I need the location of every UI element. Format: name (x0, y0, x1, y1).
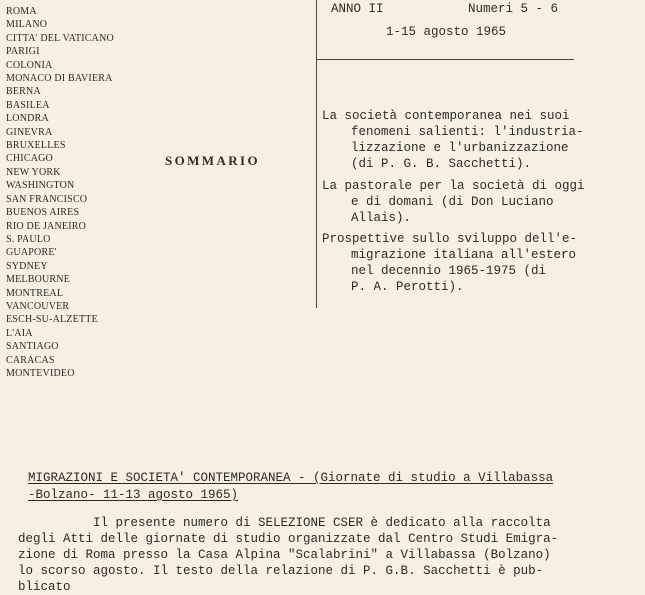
city-item: MONTEVIDEO (6, 367, 75, 379)
city-item: ROMA (6, 6, 37, 17)
toc-item (322, 108, 642, 172)
section-heading (28, 470, 638, 504)
city-item: VANCOUVER (6, 300, 70, 312)
city-item: MILANO (6, 19, 48, 31)
toc-line: Prospettive sullo sviluppo dell'e- (322, 232, 578, 246)
issue-year: ANNO II (331, 2, 384, 16)
body-line: lo scorso agosto. Il testo della relazione di P. G.B. Sacchetti è pub- (18, 564, 544, 578)
city-item: LONDRA (6, 113, 49, 125)
city-item: PARIGI (6, 46, 40, 58)
masthead-rule (316, 59, 574, 60)
column-divider (316, 0, 317, 308)
heading-title: MIGRAZIONI E SOCIETA' CONTEMPORANEA - (Giornate di studio a Villabassa (28, 471, 554, 485)
article-body (18, 515, 638, 595)
city-item: MELBOURNE (6, 274, 71, 286)
toc-line: e di domani (di Don Luciano (351, 195, 554, 209)
city-item: BRUXELLES (6, 140, 66, 152)
toc-line: migrazione italiana all'estero (351, 248, 577, 262)
heading-subtitle: -Bolzano- 11-13 agosto 1965) (28, 488, 239, 502)
city-item: GUAPORE' (6, 247, 57, 259)
city-item: SANTIAGO (6, 341, 59, 353)
toc-line: Allais). (351, 211, 412, 225)
city-item: RIO DE JANEIRO (6, 220, 87, 232)
toc-line: nel decennio 1965-1975 (di (351, 264, 547, 278)
toc-line: fenomeni salienti: l'industria- (351, 125, 584, 139)
body-line: zione di Roma presso la Casa Alpina "Scalabrini" a Villabassa (Bolzano) (18, 548, 551, 562)
table-of-contents (322, 108, 642, 301)
city-item: GINEVRA (6, 126, 53, 138)
toc-item (322, 231, 642, 295)
toc-line: lizzazione e l'urbanizzazione (351, 141, 569, 155)
issue-date: 1-15 agosto 1965 (386, 25, 507, 39)
toc-line: P. A. Perotti). (351, 280, 464, 294)
city-item: MONACO DI BAVIERA (6, 73, 113, 85)
body-line: Il presente numero di SELEZIONE CSER è dedicato alla raccolta (18, 516, 551, 530)
city-item: WASHINGTON (6, 180, 75, 192)
city-item: ESCH-SU-ALZETTE (6, 314, 98, 326)
city-item: L'AIA (6, 327, 33, 339)
city-item: SAN FRANCISCO (6, 193, 88, 205)
issue-numbers: Numeri 5 - 6 (468, 2, 559, 16)
body-line: blicato (18, 580, 71, 594)
city-item: SYDNEY (6, 260, 48, 272)
toc-line: (di P. G. B. Sacchetti). (351, 157, 532, 171)
city-item: S. PAULO (6, 233, 51, 245)
city-item: CHICAGO (6, 153, 53, 165)
city-item: COLONIA (6, 59, 53, 71)
toc-line: La pastorale per la società di oggi (322, 179, 585, 193)
city-item: CITTA' DEL VATICANO (6, 32, 114, 44)
city-item: BASILEA (6, 99, 50, 111)
toc-line: La società contemporanea nei suoi (322, 109, 570, 123)
city-item: BERNA (6, 86, 41, 98)
body-line: degli Atti delle giornate di studio organizzate dal Centro Studi Emigra- (18, 532, 559, 546)
toc-item (322, 178, 642, 226)
sommario-label: SOMMARIO (165, 153, 261, 168)
city-item: BUENOS AIRES (6, 207, 80, 219)
city-item: CARACAS (6, 354, 55, 366)
city-list (6, 5, 114, 380)
city-item: NEW YORK (6, 166, 61, 178)
city-item: MONTREAL (6, 287, 64, 299)
